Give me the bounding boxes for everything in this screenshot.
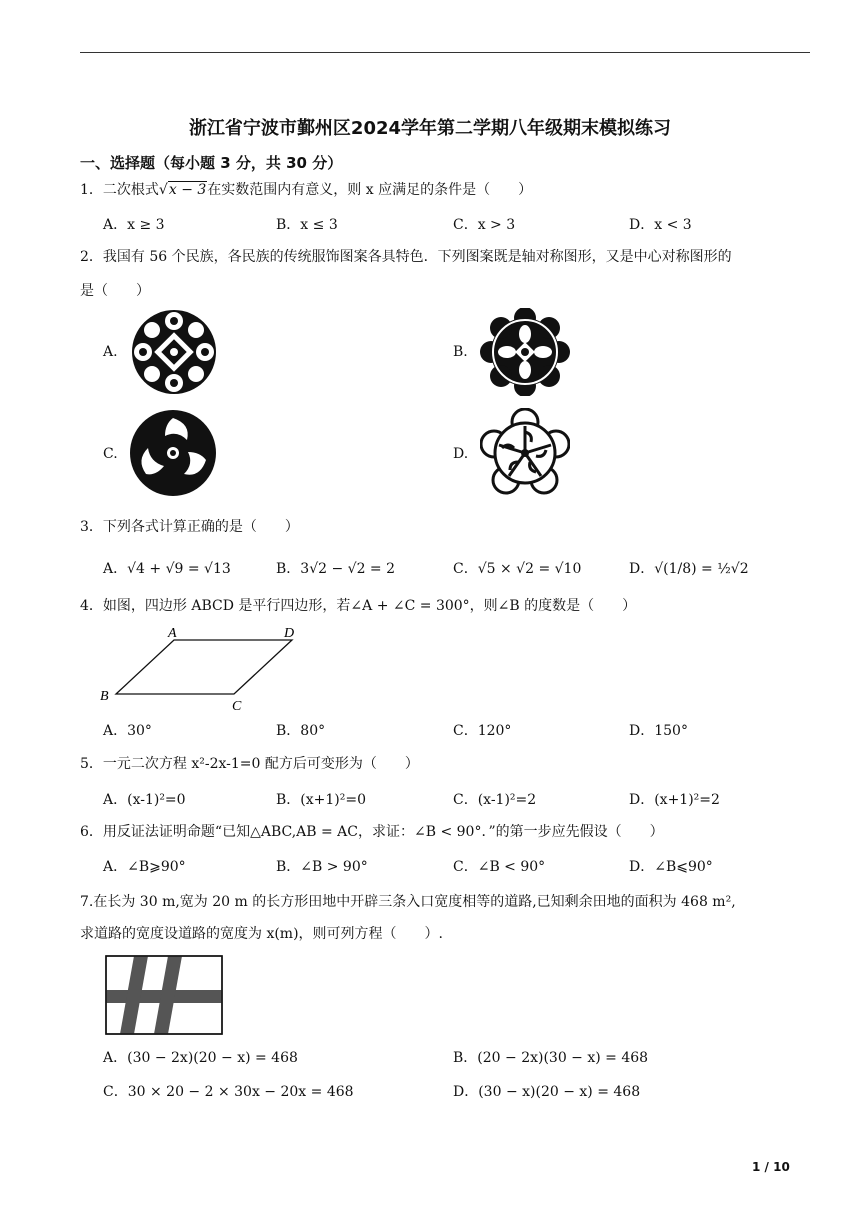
vertex-d-label: D	[284, 626, 295, 641]
header-rule	[80, 52, 810, 53]
q5-option-c: C．(x-1)²=2	[453, 792, 537, 808]
field-road-figure	[104, 954, 224, 1036]
q2-label-c: C.	[103, 446, 118, 462]
q3-option-a: A．√4 + √9 = √13	[103, 561, 231, 577]
q1-prefix: 1．二次根式	[80, 182, 159, 198]
q6-option-a: A．∠B⩾90°	[103, 859, 186, 875]
vertex-c-label: C	[232, 699, 242, 712]
q2-line1: 2．我国有 56 个民族，各民族的传统服饰图案各具特色．下列图案既是轴对称图形，又是中心对称图形的	[80, 249, 732, 265]
page-number: 1 / 10	[752, 1160, 790, 1174]
q7-option-d: D．(30 − x)(20 − x) = 468	[453, 1084, 641, 1100]
q1-option-b: B．x ≤ 3	[276, 217, 338, 233]
q3-option-d: D．√(1/8) = ½√2	[629, 561, 749, 577]
q6-text: 6．用反证法证明命题“已知△ABC,AB = AC，求证：∠B < 90°．”的第一步应先假设（ ）	[80, 824, 664, 840]
q3-option-b: B．3√2 − √2 = 2	[276, 561, 396, 577]
question-1	[80, 180, 532, 200]
q4-option-c: C．120°	[453, 723, 512, 739]
q2-label-d: D.	[453, 446, 469, 462]
q7-option-a: A．(30 − 2x)(20 − x) = 468	[103, 1050, 298, 1066]
pattern-a-image	[128, 308, 220, 396]
pattern-c-image	[128, 408, 218, 498]
q1-option-a: A．x ≥ 3	[103, 217, 165, 233]
q5-option-b: B．(x+1)²=0	[276, 792, 366, 808]
q6-option-c: C．∠B < 90°	[453, 859, 546, 875]
q3-text: 3．下列各式计算正确的是（ ）	[80, 519, 299, 535]
pattern-d-image	[480, 408, 570, 498]
q4-text: 4．如图，四边形 ABCD 是平行四边形，若∠A + ∠C = 300°，则∠B 的度数是（ ）	[80, 598, 637, 614]
q1-option-d: D．x < 3	[629, 217, 692, 233]
q4-option-d: D．150°	[629, 723, 688, 739]
section-heading: 一、选择题（每小题 3 分，共 30 分）	[80, 154, 343, 172]
q4-option-a: A．30°	[103, 723, 152, 739]
q1-suffix: 在实数范围内有意义，则 x 应满足的条件是（ ）	[207, 182, 533, 198]
q7-option-b: B．(20 − 2x)(30 − x) = 468	[453, 1050, 649, 1066]
q2-label-b: B.	[453, 344, 468, 360]
q1-radical: √x − 3	[158, 182, 207, 198]
q2-label-a: A.	[103, 344, 118, 360]
q1-radicand: x − 3	[168, 182, 207, 198]
vertex-b-label: B	[100, 689, 109, 704]
q5-option-d: D．(x+1)²=2	[629, 792, 720, 808]
q7-option-c: C．30 × 20 − 2 × 30x − 20x = 468	[103, 1084, 354, 1100]
q5-option-a: A．(x-1)²=0	[103, 792, 186, 808]
vertex-a-label: A	[168, 626, 177, 641]
q7-line2: 求道路的宽度设道路的宽度为 x(m)，则可列方程（ ）.	[80, 926, 443, 942]
pattern-b-image	[480, 308, 570, 396]
q5-text: 5．一元二次方程 x²-2x-1=0 配方后可变形为（ ）	[80, 756, 419, 772]
page-title: 浙江省宁波市鄞州区2024学年第二学期八年级期末模拟练习	[188, 118, 672, 139]
q2-line2: 是（ ）	[80, 283, 150, 299]
q6-option-d: D．∠B⩽90°	[629, 859, 713, 875]
q7-line1: 7.在长为 30 m,宽为 20 m 的长方形田地中开辟三条入口宽度相等的道路,已知剩余田地的面积为 468 m²,	[80, 894, 736, 910]
parallelogram-figure	[96, 622, 306, 712]
q3-option-c: C．√5 × √2 = √10	[453, 561, 582, 577]
q4-option-b: B．80°	[276, 723, 326, 739]
q1-option-c: C．x > 3	[453, 217, 516, 233]
q6-option-b: B．∠B > 90°	[276, 859, 368, 875]
